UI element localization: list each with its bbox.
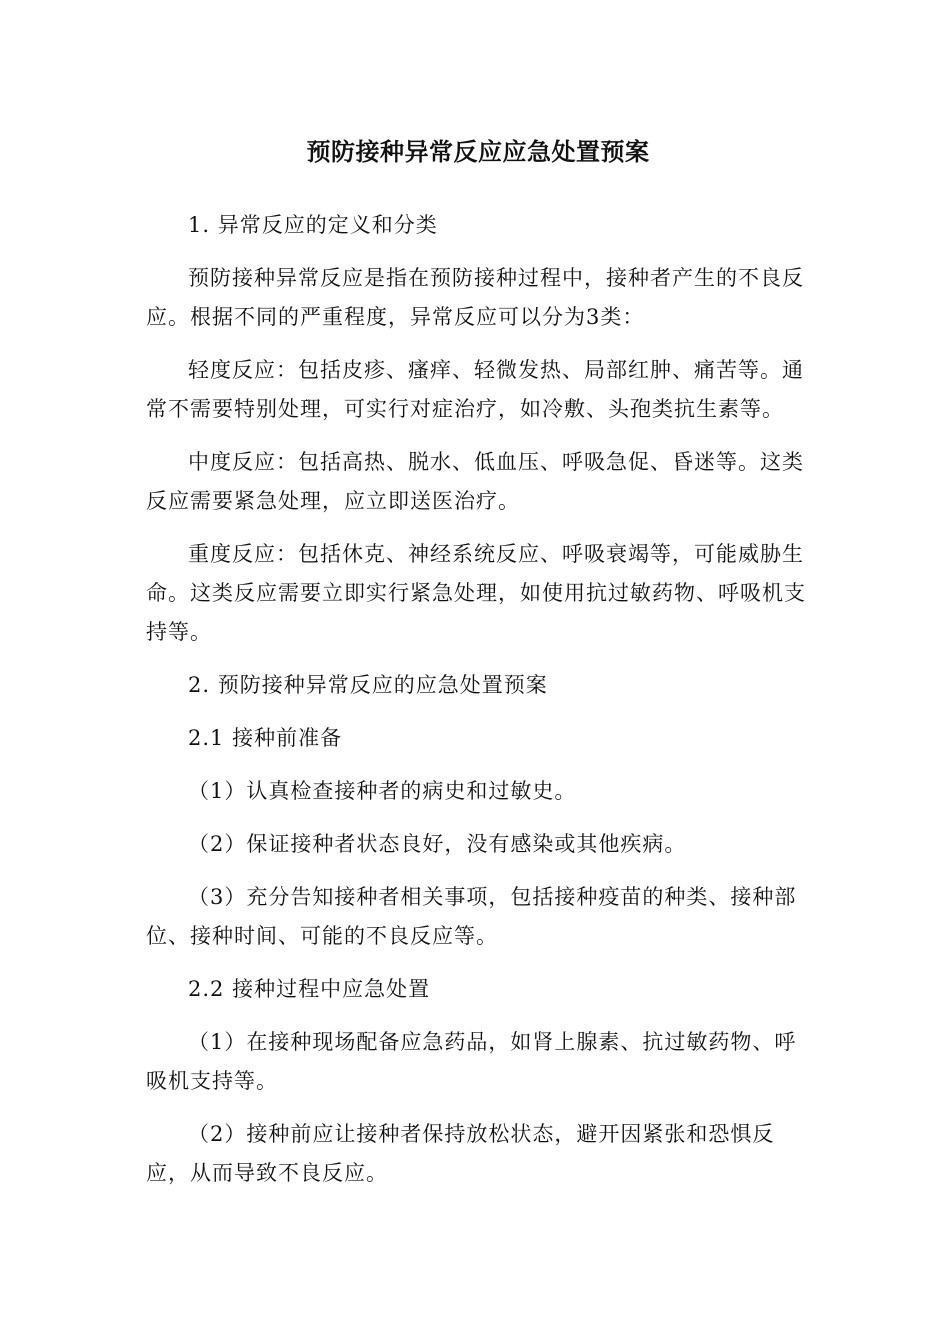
paragraph-severe-reaction: 重度反应：包括休克、神经系统反应、呼吸衰竭等，可能威胁生命。这类反应需要立即实行紧急处理，如使用抗过敏药物、呼吸机支持等。 bbox=[146, 542, 806, 644]
list-item-2-2-1: （1）在接种现场配备应急药品，如肾上腺素、抗过敏药物、呼吸机支持等。 bbox=[146, 1030, 797, 1093]
subsection-heading-2-2: 2.2 接种过程中应急处置 bbox=[188, 977, 431, 1001]
paragraph-mild-reaction: 轻度反应：包括皮疹、瘙痒、轻微发热、局部红肿、痛苦等。通常不需要特别处理，可实行对症治疗，如冷敷、头孢类抗生素等。 bbox=[146, 358, 804, 421]
list-item-2-1-3: （3）充分告知接种者相关事项，包括接种疫苗的种类、接种部位、接种时间、可能的不良反应等。 bbox=[146, 885, 797, 948]
list-item-2-2-2: （2）接种前应让接种者保持放松状态，避开因紧张和恐惧反应，从而导致不良反应。 bbox=[146, 1122, 775, 1185]
list-item-2-1-2: （2）保证接种者状态良好，没有感染或其他疾病。 bbox=[188, 832, 687, 856]
list-item-2-1-1: （1）认真检查接种者的病史和过敏史。 bbox=[188, 779, 577, 803]
paragraph-definition: 预防接种异常反应是指在预防接种过程中，接种者产生的不良反应。根据不同的严重程度，异常反应可以分为3类： bbox=[146, 266, 804, 329]
document-title: 预防接种异常反应应急处置预案 bbox=[306, 138, 650, 166]
subsection-heading-2-1: 2.1 接种前准备 bbox=[188, 726, 343, 750]
section-heading-1: 1. 异常反应的定义和分类 bbox=[188, 213, 438, 237]
section-heading-2: 2. 预防接种异常反应的应急处置预案 bbox=[188, 673, 548, 697]
paragraph-moderate-reaction: 中度反应：包括高热、脱水、低血压、呼吸急促、昏迷等。这类反应需要紧急处理，应立即送医治疗。 bbox=[146, 450, 804, 513]
